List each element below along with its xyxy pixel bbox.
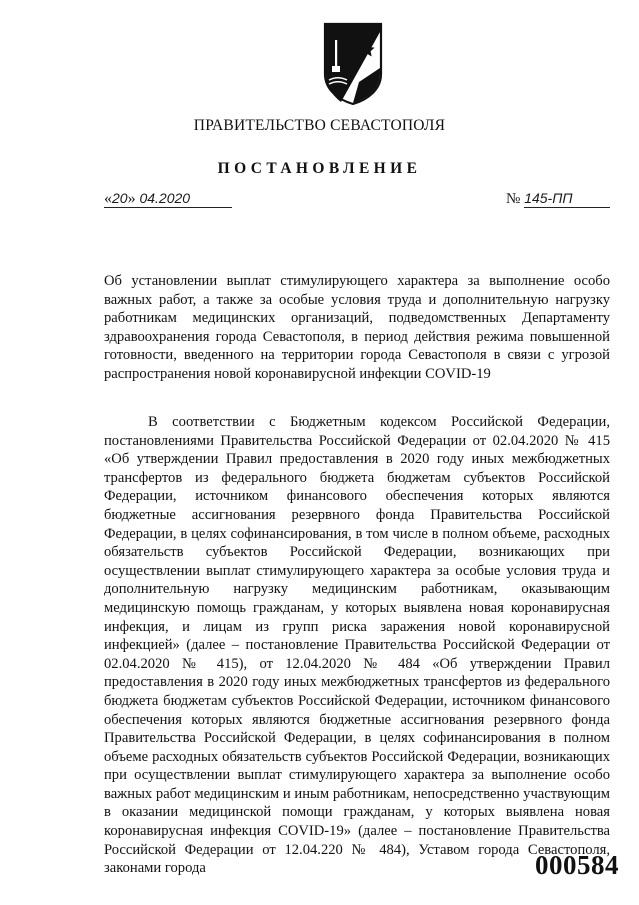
organization-name: ПРАВИТЕЛЬСТВО СЕВАСТОПОЛЯ [193,117,446,134]
document-number [506,190,610,210]
document-type-heading: ПОСТАНОВЛЕНИЕ [217,160,422,177]
date-quote-close: » [127,190,136,207]
date-underline [104,207,232,208]
number-value: 145-ПП [524,190,573,206]
date-month-year: 04.2020 [139,190,191,206]
sevastopol-coat-of-arms-icon [323,22,383,106]
date-quote-open: « [104,190,112,207]
number-underline [524,207,610,208]
date-day: 20 [112,190,128,206]
resolution-title: Об установлении выплат стимулирующего характера за выполнение особо важных работ, а также за особые условия труда и дополнительную нагрузку работникам медицинских организаций, подведомственных Департаменту здравоохранения города Севастополя, в период действия режима повышенной готовности, введенного на территории города Севастополя в связи с угрозой распространения новой коронавирусной инфекции COVID-19 [104,273,610,382]
serial-number: 000584 [535,850,619,880]
document-date [104,190,232,210]
number-sign: № [506,191,521,207]
resolution-body-paragraph: В соответствии с Бюджетным кодексом Российской Федерации, постановлениями Правительства Российской Федерации от 02.04.2020 № 415 «Об утверждении Правил предоставления в 2020 году иных межбюджетных трансфертов из федерального бюджета бюджетам субъектов Российской Федерации, источником финансового обеспечения которых являются бюджетные ассигнования резервного фонда Правительства Российской Федерации, в целях софинансирования, в том числе в полном объеме, расходных обязательств субъектов Российской Федерации, возникающих при осуществлении выплат стимулирующего характера за особые условия труда и дополнительную нагрузку медицинским работникам, оказывающим медицинскую помощь гражданам, у которых выявлена новая коронавирусная инфекция, и лицам из групп риска заражения новой коронавирусной инфекцией» (далее – постановление Правительства Российской Федерации от 02.04.2020 № 415), от 12.04.2020 № 484 «Об утверждении Правил предоставления в 2020 году иных межбюджетных трансфертов из федерального бюджета бюджетам субъектов Российской Федерации, источником финансового обеспечения которых являются бюджетные ассигнования резервного фонда Правительства Российской Федерации, в целях софинансирования в полном объеме расходных обязательств субъектов Российской Федерации, возникающих при осуществлении выплат стимулирующего характера за выполнение особо важных работ медицинским и иным работникам, непосредственно участвующим в оказании медицинской помощи гражданам, у которых выявлена новая коронавирусная инфекция COVID-19» (далее – постановление Правительства Российской Федерации от 12.04.220 № 484), Уставом города Севастополя, законами города [104,414,610,877]
